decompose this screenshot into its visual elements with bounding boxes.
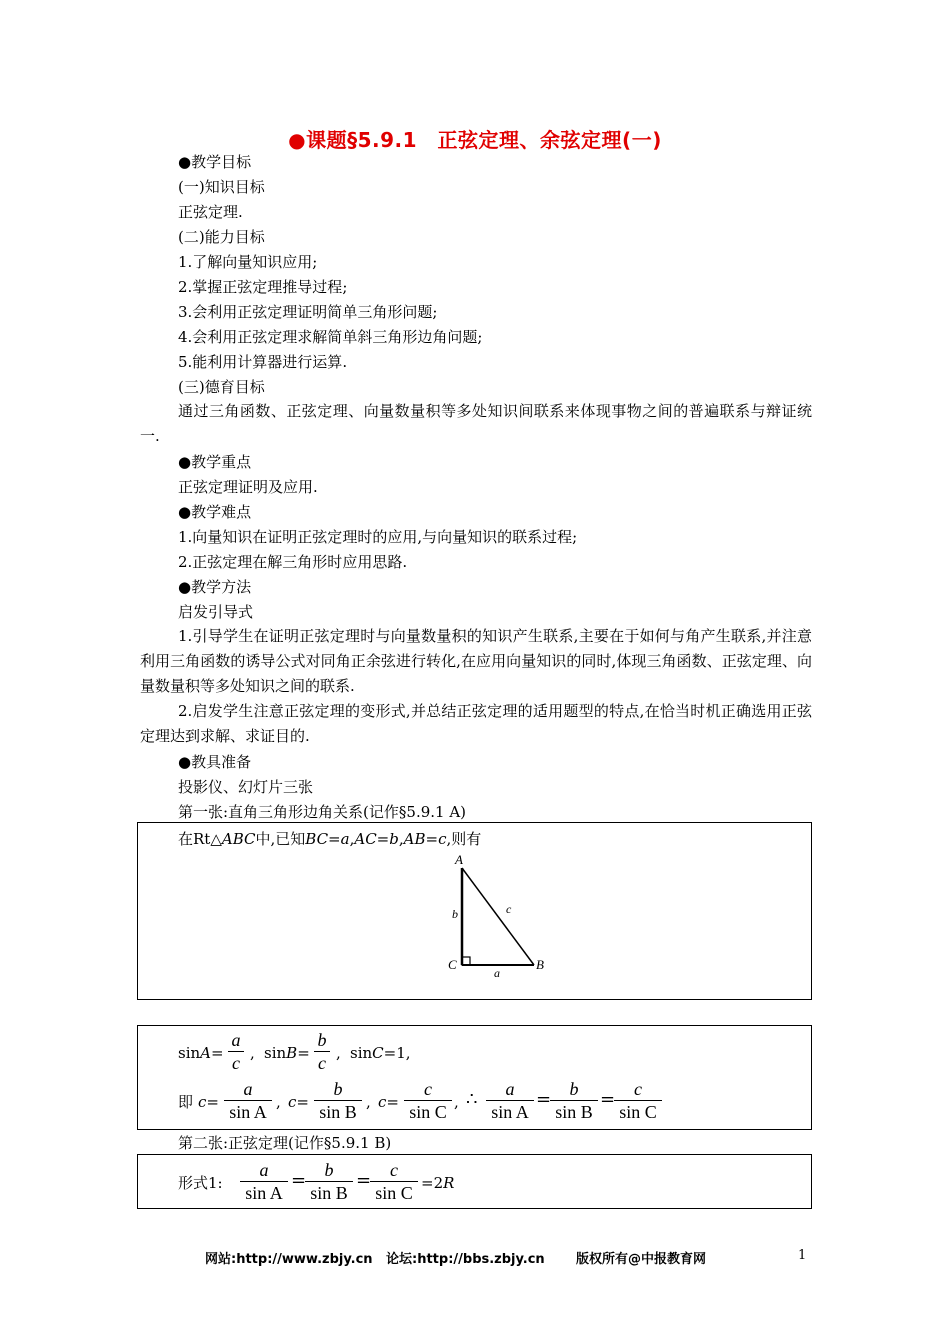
- sin-a-expr: [178, 1043, 224, 1063]
- comma: ,: [336, 1044, 341, 1062]
- vertex-label-b: B: [536, 957, 544, 972]
- fraction: [224, 1078, 272, 1123]
- side-bc: BC: [305, 830, 329, 848]
- slide-1-caption: 第一张:直角三角形边角关系(记作§5.9.1 A): [178, 803, 467, 821]
- equals-sign: =: [376, 830, 390, 848]
- var-B: B: [286, 1044, 298, 1062]
- fraction: [240, 1159, 288, 1204]
- equals-2r: [421, 1173, 454, 1193]
- moral-text: 通过三角函数、正弦定理、向量数量积等多处知识间联系来体现事物之间的普遍联系与辩证统一.: [140, 402, 812, 445]
- equals-sign: =: [600, 1089, 616, 1110]
- equals-sign: =: [291, 1170, 307, 1191]
- fraction: [228, 1029, 244, 1074]
- side-ac: AC: [354, 830, 377, 848]
- var-C: C: [372, 1044, 384, 1062]
- fraction: [614, 1078, 662, 1123]
- footer-forum[interactable]: 论坛:http://bbs.zbjy.cn: [386, 1252, 545, 1267]
- footer-site[interactable]: 网站:http://www.zbjy.cn: [205, 1252, 373, 1267]
- form-label: 形式1:: [178, 1174, 223, 1192]
- sin-b-expr: [264, 1043, 310, 1063]
- intro-mid: 中,已知: [255, 830, 306, 848]
- therefore-symbol: ∴: [466, 1089, 478, 1110]
- ji-label: 即: [178, 1093, 194, 1111]
- side-label-a: a: [494, 966, 500, 980]
- method-name: 启发引导式: [178, 603, 254, 621]
- ability-item: 3.会利用正弦定理证明简单三角形问题;: [178, 303, 438, 321]
- subheading-moral: (三)德育目标: [178, 378, 265, 396]
- fraction: [404, 1078, 452, 1123]
- section-heading-method: ●教学方法: [178, 578, 252, 596]
- vertex-label-c: C: [448, 957, 457, 972]
- section-heading-key: ●教学重点: [178, 453, 252, 471]
- sine-law-box: [137, 1154, 812, 1209]
- equals-two: =2: [421, 1174, 444, 1192]
- numerator: b: [317, 1030, 327, 1050]
- numerator: b: [333, 1079, 343, 1099]
- side-c-line: [462, 868, 534, 965]
- slide-1-box: [137, 822, 812, 1000]
- side-label-b: b: [452, 907, 458, 921]
- var-c: c: [378, 1093, 387, 1111]
- method-text-2: 2.启发学生注意正弦定理的变形式,并总结正弦定理的适用题型的特点,在恰当时机正确选用正弦定理达到求解、求证目的.: [140, 702, 812, 745]
- numerator: c: [634, 1079, 642, 1099]
- numerator: c: [424, 1079, 432, 1099]
- equals-sign: =: [356, 1170, 372, 1191]
- method-text-1: 1.引导学生在证明正弦定理时与向量数量积的知识产生联系,主要在于如何与角产生联系,并注意利用三角函数的诱导公式对同角正余弦进行转化,在应用向量知识的同时,体现三角函数、正弦定理、向量数量积等多处知识之间的联系.: [140, 627, 812, 695]
- equals-sign: =: [328, 830, 341, 848]
- fraction: [314, 1078, 362, 1123]
- numerator: c: [390, 1160, 398, 1180]
- numerator: a: [505, 1079, 515, 1099]
- denominator: sin B: [310, 1183, 348, 1203]
- denominator: c: [232, 1053, 240, 1073]
- knowledge-text: 正弦定理.: [178, 203, 243, 221]
- derivation-box: [137, 1025, 812, 1130]
- c-expr: [198, 1092, 219, 1112]
- denominator: c: [318, 1053, 326, 1073]
- sin-fn: sin: [178, 1044, 201, 1062]
- vertex-label-a: A: [455, 852, 463, 867]
- equals-sign: =: [211, 1044, 224, 1062]
- triangle-name: ABC: [221, 830, 256, 848]
- var-A: A: [200, 1044, 211, 1062]
- equals-sign: =: [297, 1044, 310, 1062]
- difficulty-item: 2.正弦定理在解三角形时应用思路.: [178, 553, 408, 571]
- equals-sign: =: [386, 1093, 399, 1111]
- side-ab: AB: [403, 830, 426, 848]
- section-heading-tools: ●教具准备: [178, 753, 252, 771]
- subheading-ability: (二)能力目标: [178, 228, 265, 246]
- var-c: c: [198, 1093, 207, 1111]
- key-text: 正弦定理证明及应用.: [178, 478, 318, 496]
- footer-copyright: 版权所有@中报教育网: [576, 1252, 707, 1267]
- equals-sign: =: [536, 1089, 552, 1110]
- sin-fn: sin: [264, 1044, 287, 1062]
- comma: ,: [349, 830, 355, 848]
- equals-one: =1,: [383, 1044, 411, 1062]
- comma: ,: [454, 1093, 459, 1111]
- section-heading-goals: ●教学目标: [178, 153, 252, 171]
- denominator: sin C: [619, 1102, 657, 1122]
- fraction: [550, 1078, 598, 1123]
- numerator: a: [259, 1160, 269, 1180]
- fraction: [314, 1029, 330, 1074]
- subheading-knowledge: (一)知识目标: [178, 178, 265, 196]
- sin-fn: sin: [350, 1044, 373, 1062]
- page-number: 1: [798, 1248, 807, 1263]
- numerator: b: [569, 1079, 579, 1099]
- fraction: [486, 1078, 534, 1123]
- difficulty-item: 1.向量知识在证明正弦定理时的应用,与向量知识的联系过程;: [178, 528, 578, 546]
- fraction: [370, 1159, 418, 1204]
- comma: ,: [250, 1044, 255, 1062]
- ability-item: 1.了解向量知识应用;: [178, 253, 318, 271]
- var-a: a: [340, 830, 350, 848]
- sin-c-expr: [350, 1043, 411, 1063]
- slide-1-intro: [178, 829, 481, 849]
- section-heading-difficulty: ●教学难点: [178, 503, 252, 521]
- c-expr: [378, 1092, 399, 1112]
- ability-item: 5.能利用计算器进行运算.: [178, 353, 348, 371]
- denominator: sin B: [319, 1102, 357, 1122]
- equals-sign: =: [296, 1093, 309, 1111]
- var-b: b: [389, 830, 399, 848]
- fraction: [305, 1159, 353, 1204]
- side-label-c: c: [506, 902, 512, 916]
- denominator: sin B: [555, 1102, 593, 1122]
- page-title: ●课题§5.9.1 正弦定理、余弦定理(一): [288, 128, 662, 152]
- numerator: a: [243, 1079, 253, 1099]
- var-c: c: [438, 830, 447, 848]
- numerator: b: [324, 1160, 334, 1180]
- var-c: c: [288, 1093, 297, 1111]
- denominator: sin C: [375, 1183, 413, 1203]
- comma: ,: [366, 1093, 371, 1111]
- denominator: sin A: [491, 1102, 529, 1122]
- equals-sign: =: [425, 830, 439, 848]
- c-expr: [288, 1092, 309, 1112]
- equals-sign: =: [206, 1093, 219, 1111]
- comma: ,: [276, 1093, 281, 1111]
- right-triangle-diagram: [438, 851, 558, 981]
- slide-2-caption: 第二张:正弦定理(记作§5.9.1 B): [178, 1134, 392, 1152]
- ability-item: 2.掌握正弦定理推导过程;: [178, 278, 348, 296]
- numerator: a: [231, 1030, 241, 1050]
- ability-item: 4.会利用正弦定理求解简单斜三角形边角问题;: [178, 328, 483, 346]
- var-R: R: [443, 1174, 455, 1192]
- comma: ,: [398, 830, 404, 848]
- tools-text: 投影仪、幻灯片三张: [178, 778, 314, 796]
- intro-pre: 在Rt△: [178, 830, 222, 848]
- denominator: sin A: [245, 1183, 283, 1203]
- denominator: sin A: [229, 1102, 267, 1122]
- denominator: sin C: [409, 1102, 447, 1122]
- intro-tail: ,则有: [446, 830, 482, 848]
